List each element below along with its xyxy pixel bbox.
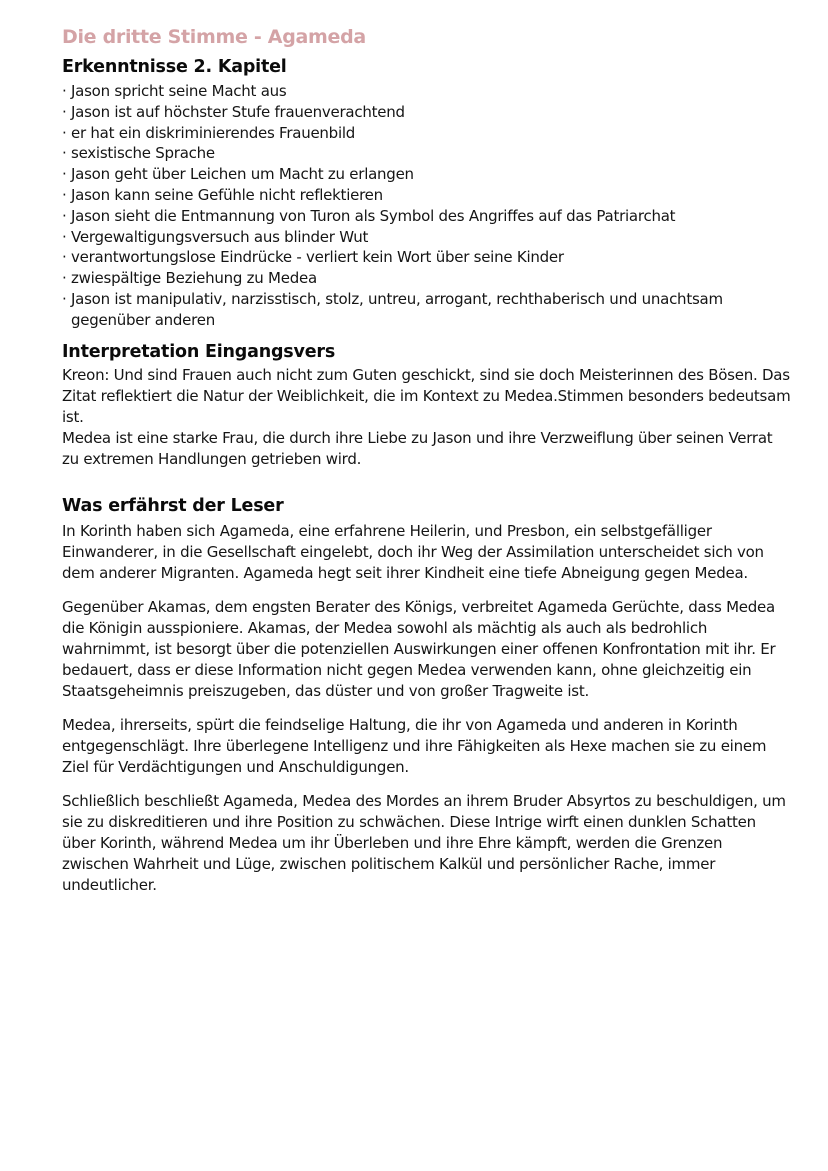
heading-leser: Was erfährst der Leser (62, 495, 284, 516)
list-item: · er hat ein diskriminierendes Frauenbild (62, 123, 356, 142)
bullet-icon: · (62, 123, 67, 142)
leser-paragraph: In Korinth haben sich Agameda, eine erfahrene Heilerin, und Presbon, ein selbstgefälliger Einwanderer, in die Gesellschaft eingelebt, doch ihr Weg der Assimilation unterscheidet sich von dem anderer Migranten. Agameda hegt seit ihrer Kindheit eine tiefe Abneigung gegen Medea. (62, 521, 764, 582)
leser-paragraph: Medea, ihrerseits, spürt die feindselige Haltung, die ihr von Agameda und anderen in Korinth entgegenschlägt. Ihre überlegene Intelligenz und ihre Fähigkeiten als Hexe machen sie zu einem Ziel für Verdächtigungen und Anschuldigungen. (62, 715, 767, 776)
leser-paragraph: Gegenüber Akamas, dem engsten Berater des Königs, verbreitet Agameda Gerüchte, dass Medea die Königin ausspioniere. Akamas, der Medea sowohl als mächtig als auch als bedrohlich wahrnimmt, ist besorgt über die potenziellen Auswirkungen einer offenen Konfrontation mit ihr. Er bedauert, dass er diese Information nicht gegen Medea verwenden kann, ohne gleichzeitig ein Staatsgeheimnis preiszugeben, das düster und von großer Tragweite ist. (62, 597, 776, 700)
list-item: · Vergewaltigungsversuch aus blinder Wut (62, 227, 369, 246)
bullet-icon: · (62, 248, 67, 267)
list-item: · sexistische Sprache (62, 144, 215, 163)
document-title: Die dritte Stimme - Agameda (62, 26, 366, 48)
bullet-icon: · (62, 102, 67, 121)
bullet-icon: · (62, 206, 67, 225)
leser-body (62, 521, 792, 896)
bullet-icon: · (62, 165, 67, 184)
list-item: · zwiespältige Beziehung zu Medea (62, 269, 317, 288)
bullet-icon: · (62, 82, 67, 100)
list-item: · Jason ist manipulativ, narzisstisch, stolz, untreu, arrogant, rechthaberisch und unachtsam gegenüber anderen (62, 289, 723, 329)
leser-paragraph: Schließlich beschließt Agameda, Medea des Mordes an ihrem Bruder Absyrtos zu beschuldigen, um sie zu diskreditieren und ihre Position zu schwächen. Diese Intrige wirft einen dunklen Schatten über Korinth, während Medea um ihr Überleben und ihre Ehre kämpft, werden die Grenzen zwischen Wahrheit und Lüge, zwischen politischem Kalkül und persönlicher Rache, immer undeutlicher. (62, 791, 786, 894)
interpretation-paragraph: Kreon: Und sind Frauen auch nicht zum Guten geschickt, sind sie doch Meisterinnen des Bösen. Das Zitat reflektiert die Natur der Weiblichkeit, die im Kontext zu Medea.Stimmen besonders bedeutsam ist. (62, 365, 791, 426)
erkenntnisse-list (62, 81, 792, 331)
list-item: · Jason spricht seine Macht aus (62, 82, 287, 100)
heading-erkenntnisse: Erkenntnisse 2. Kapitel (62, 57, 287, 77)
bullet-icon: · (62, 144, 67, 163)
list-item: · verantwortungslose Eindrücke - verliert kein Wort über seine Kinder (62, 248, 564, 267)
list-item: · Jason ist auf höchster Stufe frauenverachtend (62, 102, 405, 121)
document-page (62, 24, 792, 896)
interpretation-paragraph: Medea ist eine starke Frau, die durch ihre Liebe zu Jason und ihre Verzweiflung über seinen Verrat zu extremen Handlungen getrieben wird. (62, 428, 773, 468)
bullet-icon: · (62, 269, 67, 288)
bullet-icon: · (62, 289, 67, 308)
list-item: · Jason sieht die Entmannung von Turon als Symbol des Angriffes auf das Patriarchat (62, 206, 676, 225)
interpretation-body (62, 365, 792, 470)
bullet-icon: · (62, 227, 67, 246)
list-item: · Jason geht über Leichen um Macht zu erlangen (62, 165, 414, 184)
heading-interpretation: Interpretation Eingangsvers (62, 341, 336, 362)
list-item: · Jason kann seine Gefühle nicht reflektieren (62, 185, 383, 204)
bullet-icon: · (62, 185, 67, 204)
